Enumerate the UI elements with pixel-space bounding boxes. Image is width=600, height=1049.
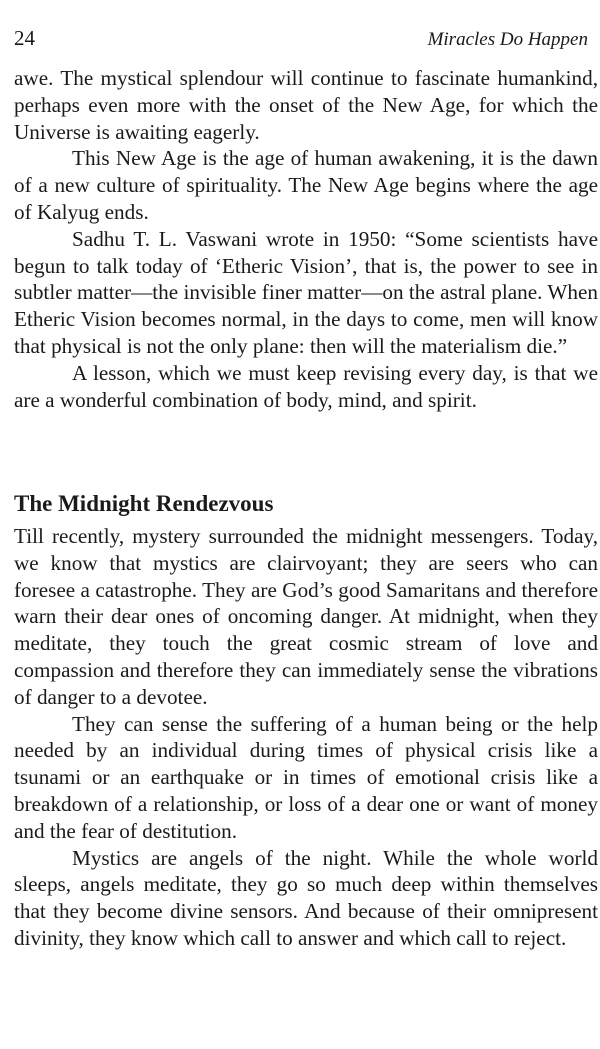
running-title: Miracles Do Happen <box>427 29 588 50</box>
paragraph: Till recently, mystery surrounded the midnight messengers. Today, we know that mystics are clairvoyant; they are seers who can foresee a catastrophe. They are God’s good Samaritans and therefore warn their dear ones of oncoming danger. At midnight, when they meditate, they touch the great cosmic stream of love and compassion and therefore they can immediately sense the vibrations of danger to a devotee. <box>14 524 598 709</box>
page-number: 24 <box>14 26 35 50</box>
section-one-text <box>14 65 598 413</box>
paragraph: A lesson, which we must keep revising every day, is that we are a wonderful combination of body, mind, and spirit. <box>14 360 598 412</box>
paragraph: Mystics are angels of the night. While the whole world sleeps, angels meditate, they go so much deep within themselves that they become divine sensors. And because of their omnipresent divinity, they know which call to answer and which call to reject. <box>14 845 598 950</box>
paragraph: This New Age is the age of human awakening, it is the dawn of a new culture of spirituality. The New Age begins where the age of Kalyug ends. <box>14 146 598 224</box>
paragraph: They can sense the suffering of a human being or the help needed by an individual during times of physical crisis like a tsunami or an earthquake or in times of emotional crisis like a breakdown of a relationship, or loss of a dear one or want of money and the fear of destitution. <box>14 711 598 843</box>
paragraph: awe. The mystical splendour will continue to fascinate humankind, perhaps even more with the onset of the New Age, for which the Universe is awaiting eagerly. <box>14 66 598 144</box>
section-heading: The Midnight Rendezvous <box>14 491 274 516</box>
section-two-text <box>14 523 598 952</box>
paragraph: Sadhu T. L. Vaswani wrote in 1950: “Some scientists have begun to talk today of ‘Etheric Vision’, that is, the power to see in subtler matter—the invisible finer matter—on the astral plane. When Etheric Vision becomes normal, in the days to come, men will know that physical is not the only plane: then will the materialism die.” <box>14 226 598 358</box>
running-head <box>14 26 588 52</box>
